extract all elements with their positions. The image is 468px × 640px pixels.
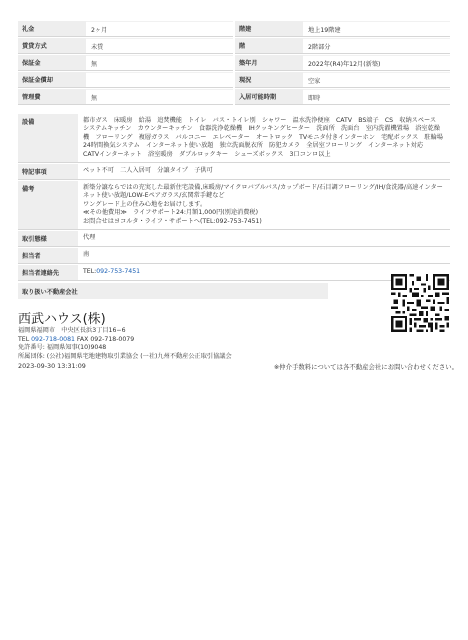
label-move-in: 入居可能時期: [235, 89, 303, 105]
contact-tel-link[interactable]: 092-753-7451: [96, 268, 141, 276]
label-status: 現況: [235, 72, 303, 88]
detail-row: [18, 38, 450, 54]
value-move-in: 即時: [303, 89, 450, 105]
staff-row: [18, 248, 450, 264]
contact-prefix: TEL:: [83, 268, 97, 276]
value-notes: [78, 181, 450, 230]
notes-line: ワングレード上の住み心地をお届けします。: [83, 200, 207, 208]
label-floors: 階建: [235, 21, 303, 37]
value-equipment: 都市ガス 床暖房 給湯 追焚機能 トイレ バス・トイレ別 シャワー 温水洗浄便座 CATV BS端子 CS 収納スペース システムキッチン カウンターキッチン 食器洗浄乾燥機 IHクッキングヒーター 洗面所 洗面台 室内洗濯機置場 浴室乾燥機 フローリング 複層ガラス バルコニー エレベーター オートロック TVモニタ付きインターホン 宅配ボックス 駐輪場 24時間換気システム インターネット使い放題 独立洗面脱衣所 防犯カメラ 全居室フローリング インターネット対応 CATVインターネット 浴室暖房 ダブルロックキー シューズボックス 3口コンロ以上: [78, 114, 450, 163]
label-floor: 階: [235, 38, 303, 54]
equipment-row: [18, 114, 450, 163]
notes-line: ≪その他費用≫ ライフサポート24:月額1,000円(別途消費税): [83, 209, 259, 217]
label-key-money: 礼金: [18, 21, 86, 37]
value-floors: 地上19階建: [303, 21, 450, 37]
label-contact: 担当者連絡先: [18, 265, 78, 281]
detail-row: [18, 72, 450, 88]
value-deposit: 無: [86, 55, 233, 71]
conditions-row: [18, 164, 450, 180]
label-deal-type: 取引態様: [18, 231, 78, 247]
property-details-table: [18, 21, 450, 282]
detail-row: [18, 89, 450, 105]
label-notes: 備考: [18, 181, 78, 230]
notes-line: 新築分譲ならではの充実した最新住宅設備,床暖房/マイクロバブルバス/カップボード/石目調フローリング/IH/食洗器/高速インターネット使い放題/LOW-Eペアガラス/玄関常手鍵など: [83, 184, 443, 200]
company-license: 免許番号: 福岡県知事(10)9048: [18, 344, 107, 352]
detail-row: [18, 55, 450, 71]
company-tel-link[interactable]: 092-718-0081: [31, 335, 75, 343]
detail-row: [18, 21, 450, 37]
label-conditions: 特記事項: [18, 164, 78, 180]
company-phone-line: TEL 092-718-0081 FAX 092-718-0079: [18, 335, 135, 343]
value-floor: 2階部分: [303, 38, 450, 54]
value-conditions: ペット不可 二人入居可 分譲タイプ 子供可: [78, 164, 450, 180]
value-status: 空家: [303, 72, 450, 88]
label-lease-type: 賃貸方式: [18, 38, 86, 54]
value-staff: 南: [78, 248, 450, 264]
value-key-money: 2ヶ月: [86, 21, 233, 37]
label-staff: 担当者: [18, 248, 78, 264]
footer-note: ※仲介手数料については各不動産会社にお問い合わせください。: [273, 363, 458, 371]
company-fax: FAX 092-718-0079: [74, 335, 135, 343]
company-header: 取り扱い不動産会社: [18, 283, 328, 299]
label-deposit-amortization: 保証金償却: [18, 72, 86, 88]
value-management-fee: 無: [86, 89, 233, 105]
page-footer: [18, 362, 458, 371]
company-section: [18, 283, 328, 362]
notes-line: お問合せはヨコルタ・ライフ・サポートへ(TEL:092-753-7451): [83, 217, 262, 225]
notes-row: [18, 181, 450, 230]
label-equipment: 設備: [18, 114, 78, 163]
value-deposit-amortization: [86, 72, 233, 88]
value-deal-type: 代理: [78, 231, 450, 247]
label-management-fee: 管理費: [18, 89, 86, 105]
company-association: 所属団体: (公社)福岡県宅地建物取引業協会 (一社)九州不動産公正取引協議会: [18, 353, 232, 361]
label-deposit: 保証金: [18, 55, 86, 71]
value-built-date: 2022年(R4)年12月(新築): [303, 55, 450, 71]
qr-code: [391, 274, 449, 332]
company-name: 西武ハウス(株): [18, 312, 106, 327]
contact-row: [18, 265, 450, 281]
value-lease-type: 未賃: [86, 38, 233, 54]
company-address: 福岡県福岡市 中央区長浜3丁目16−6: [18, 327, 126, 334]
label-built-date: 築年月: [235, 55, 303, 71]
company-info: [18, 327, 328, 362]
print-datetime: 2023-09-30 13:31:09: [18, 362, 86, 370]
deal-row: [18, 231, 450, 247]
